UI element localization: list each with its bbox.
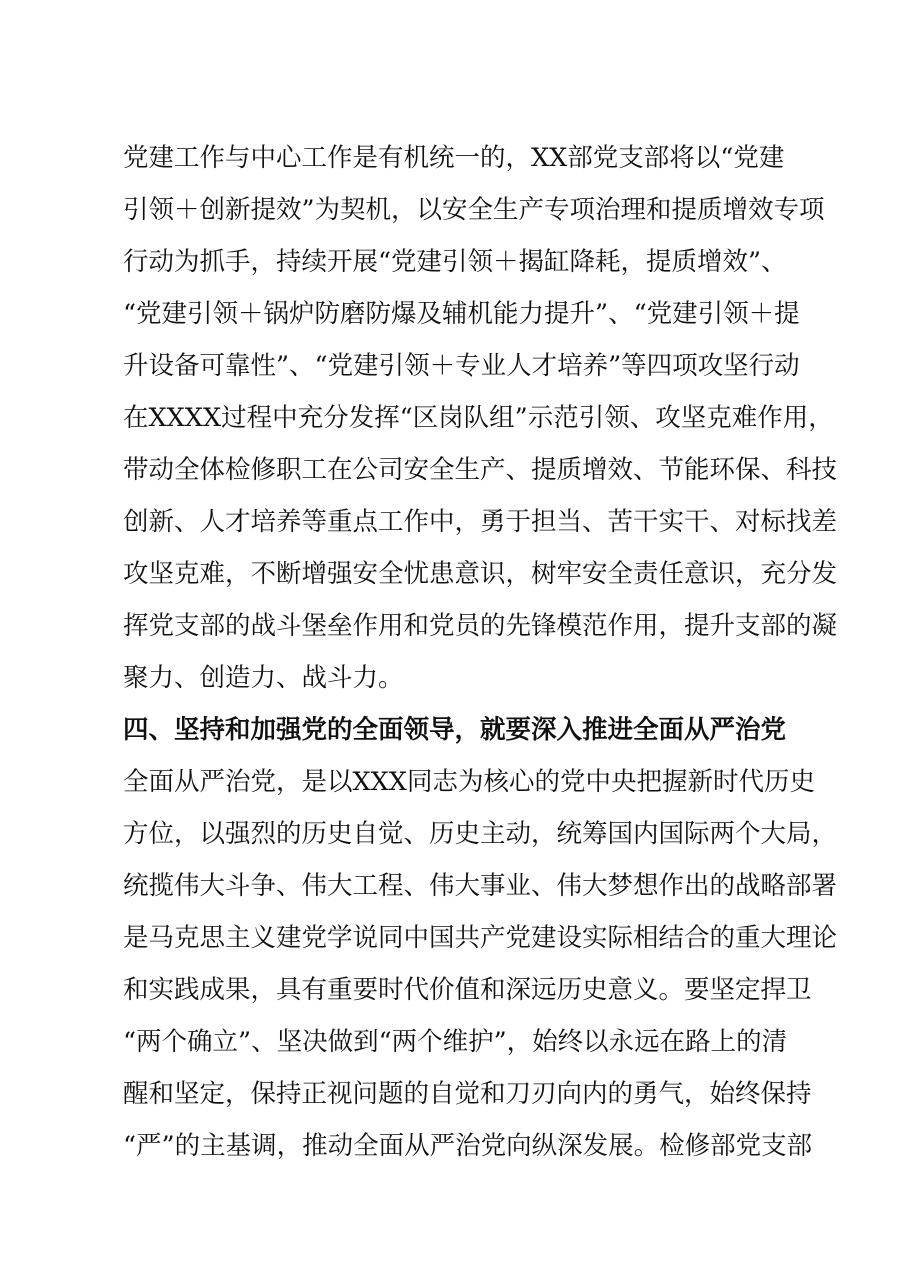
paragraph-line: 升设备可靠性”、“党建引领＋专业人才培养”等四项攻坚行动 — [123, 351, 800, 381]
paragraph-line: 和实践成果，具有重要时代价值和深远历史意义。要坚定捍卫 — [123, 975, 812, 1005]
paragraph-line: 醒和坚定，保持正视问题的自觉和刀刃向内的勇气，始终保持 — [123, 1079, 812, 1109]
paragraph-line: 行动为抓手，持续开展“党建引领＋揭缸降耗，提质增效”、 — [123, 247, 787, 277]
paragraph-line: 聚力、创造力、战斗力。 — [123, 663, 404, 693]
paragraph-line: 党建工作与中心工作是有机统一的，XX部党支部将以“党建 — [123, 143, 785, 173]
paragraph-line: “严”的主基调，推动全面从严治党向纵深发展。检修部党支部 — [123, 1131, 813, 1161]
section-heading: 四、坚持和加强党的全面领导，就要深入推进全面从严治党 — [123, 715, 787, 745]
paragraph-line: 创新、人才培养等重点工作中，勇于担当、苦干实干、对标找差 — [123, 507, 838, 537]
paragraph-line: 引领＋创新提效”为契机，以安全生产专项治理和提质增效专项 — [123, 195, 825, 225]
paragraph-line: 是马克思主义建党学说同中国共产党建设实际相结合的重大理论 — [123, 923, 838, 953]
paragraph-line: “两个确立”、坚决做到“两个维护”，始终以永远在路上的清 — [123, 1027, 788, 1057]
paragraph-line: 带动全体检修职工在公司安全生产、提质增效、节能环保、科技 — [123, 455, 838, 485]
paragraph-line: 统揽伟大斗争、伟大工程、伟大事业、伟大梦想作出的战略部署 — [123, 871, 838, 901]
paragraph-line: 挥党支部的战斗堡垒作用和党员的先锋模范作用，提升支部的凝 — [123, 611, 838, 641]
paragraph-line: 方位，以强烈的历史自觉、历史主动，统筹国内国际两个大局， — [123, 819, 838, 849]
paragraph-line: “党建引领＋锅炉防磨防爆及辅机能力提升”、“党建引领＋提 — [123, 299, 800, 329]
paragraph-line: 在XXXX过程中充分发挥“区岗队组”示范引领、攻坚克难作用， — [123, 403, 834, 433]
paragraph-line: 全面从严治党，是以XXX同志为核心的党中央把握新时代历史 — [123, 767, 815, 797]
paragraph-line: 攻坚克难，不断增强安全忧患意识，树牢安全责任意识，充分发 — [123, 559, 838, 589]
